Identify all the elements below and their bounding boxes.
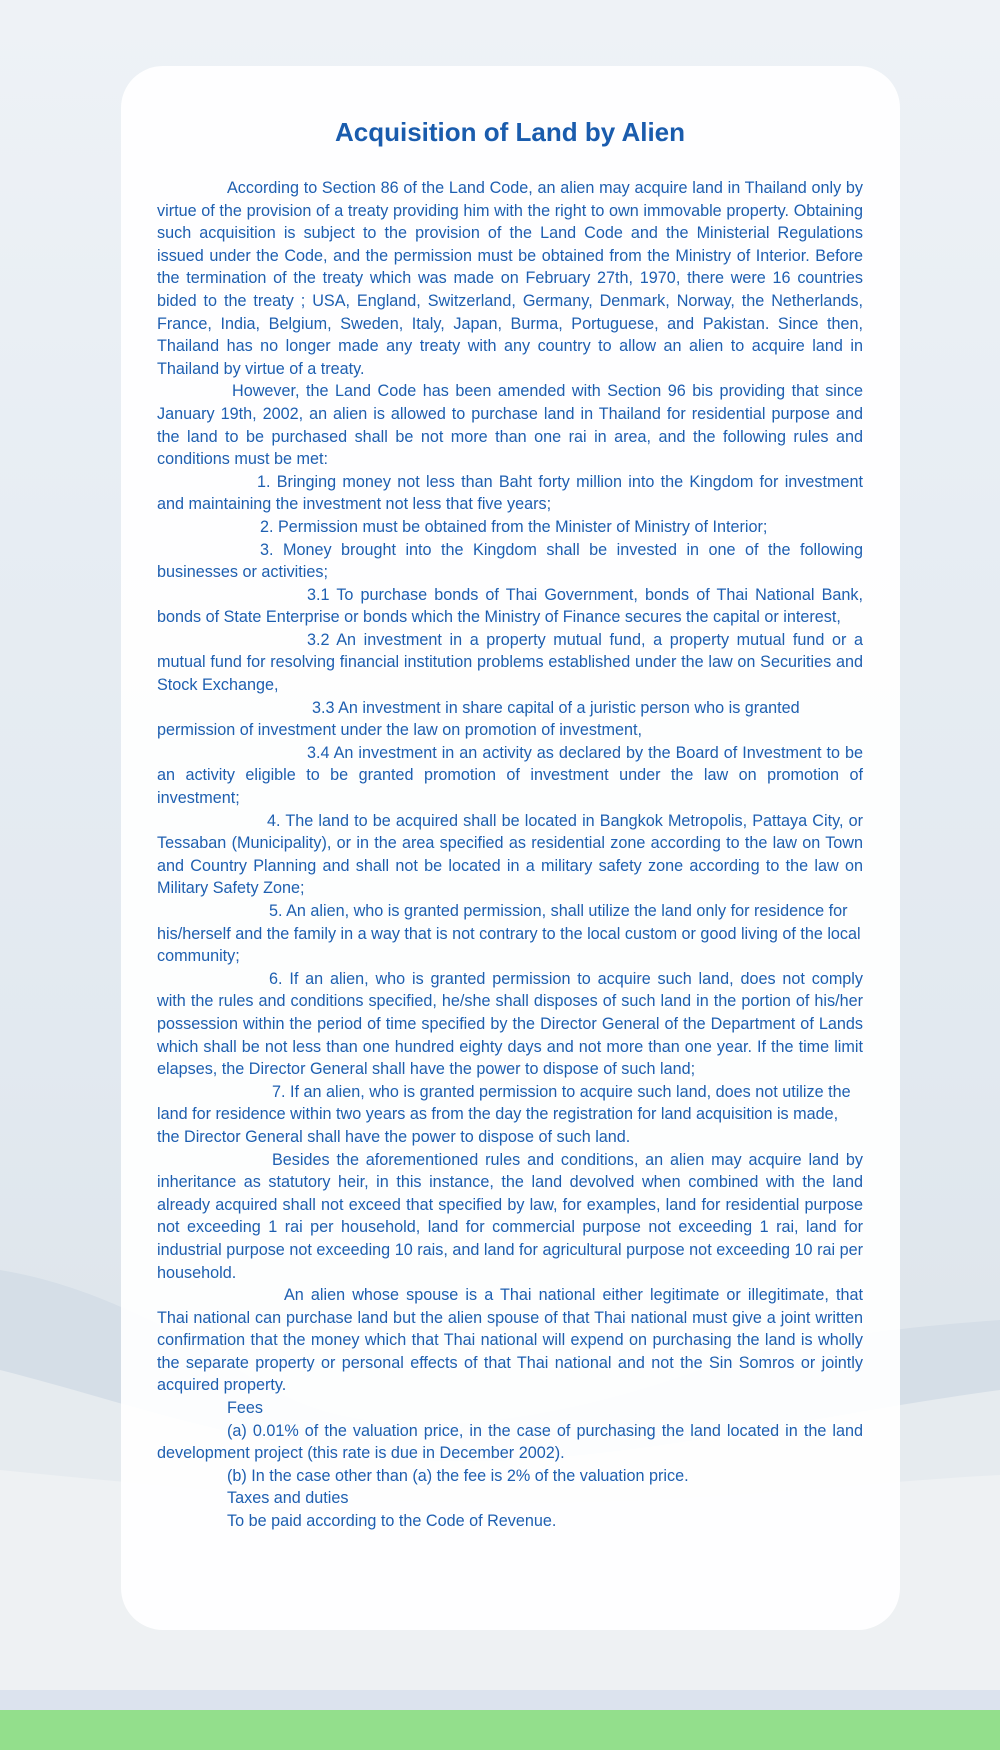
rule-3-3: 3.3 An investment in share capital of a juristic person who is granted permission of investment under the law on promotion of investment, <box>157 698 800 740</box>
rule-2: 2. Permission must be obtained from the Minister of Ministry of Interior; <box>260 517 768 536</box>
fee-b: (b) In the case other than (a) the fee is 2% of the valuation price. <box>227 1466 689 1485</box>
rule-3-1: 3.1 To purchase bonds of Thai Government, bonds of Thai National Bank, bonds of State Enterprise or bonds which the Ministry of Finance secures the capital or interest, <box>157 585 863 627</box>
rule-3-4: 3.4 An investment in an activity as declared by the Board of Investment to be an activity eligible to be granted promotion of investment under the law on promotion of investment; <box>157 743 863 808</box>
bottom-green-bar <box>0 1710 1000 1750</box>
fees-heading: Fees <box>227 1399 263 1418</box>
taxes-text: To be paid according to the Code of Revenue. <box>227 1512 557 1531</box>
rule-3: 3. Money brought into the Kingdom shall be invested in one of the following businesses or activities; <box>157 540 863 582</box>
rule-6: 6. If an alien, who is granted permission to acquire such land, does not comply with the rules and conditions specified, he/she shall disposes of such land in the portion of his/her possession within the period of time specified by the Director General of the Department of Lands which shall be not less than one hundred eighty days and not more than one year. If the time limit elapses, the Director General shall have the power to dispose of such land; <box>157 969 863 1079</box>
page-title: Acquisition of Land by Alien <box>334 117 686 147</box>
rule-5: 5. An alien, who is granted permission, shall utilize the land only for residence for his/herself and the family in a way that is not contrary to the local custom or good living of the local community; <box>157 902 861 966</box>
paragraph-spouse: An alien whose spouse is a Thai national either legitimate or illegitimate, that Thai national can purchase land but the alien spouse of that Thai national must give a joint written confirmation that the money which that Thai national will expend on purchasing the land is wholly the separate property or personal effects of that Thai national and not the Sin Somros or jointly acquired property. <box>157 1286 863 1395</box>
taxes-heading: Taxes and duties <box>227 1489 349 1508</box>
paragraph-amendment: However, the Land Code has been amended with Section 96 bis providing that since January 19th, 2002, an alien is allowed to purchase land in Thailand for residential purpose and the land to be purchased shall be not more than one rai in area, and the following rules and conditions must be met: <box>157 382 863 469</box>
rule-4: 4. The land to be acquired shall be located in Bangkok Metropolis, Pattaya City, or Tessaban (Municipality), or in the area specified as residential zone according to the law on Town and Country Planning and shall not be located in a military safety zone according to the law on Military Safety Zone; <box>157 811 863 898</box>
paragraph-intro: According to Section 86 of the Land Code, an alien may acquire land in Thailand only by virtue of the provision of a treaty providing him with the right to own immovable property. Obtaining such acquisition is subject to the provision of the Land Code and the Ministerial Regulations issued under the Code, and the permission must be obtained from the Ministry of Interior. Before the termination of the treaty which was made on February 27th, 1970, there were 16 countries bided to the treaty ; USA, England, Switzerland, Germany, Denmark, Norway, the Netherlands, France, India, Belgium, Sweden, Italy, Japan, Burma, Portuguese, and Pakistan. Since then, Thailand has no longer made any treaty with any country to allow an alien to acquire land in Thailand by virtue of a treaty. <box>157 179 863 378</box>
rule-3-2: 3.2 An investment in a property mutual fund, a property mutual fund or a mutual fund for resolving financial institution problems established under the law on Securities and Stock Exchange, <box>157 630 863 695</box>
rule-1: 1. Bringing money not less than Baht forty million into the Kingdom for investment and maintaining the investment not less that five years; <box>157 472 863 514</box>
fee-a: (a) 0.01% of the valuation price, in the case of purchasing the land located in the land development project (this rate is due in December 2002). <box>157 1421 863 1463</box>
paragraph-inheritance: Besides the aforementioned rules and conditions, an alien may acquire land by inheritance as statutory heir, in this instance, the land devolved when combined with the land already acquired shall not exceed that specified by law, for examples, land for residential purpose not exceeding 1 rai per household, land for commercial purpose not exceeding 1 rai, land for industrial purpose not exceeding 10 rais, and land for agricultural purpose not exceeding 10 rai per household. <box>157 1150 863 1282</box>
document-body <box>157 114 863 1533</box>
bottom-band <box>0 1690 1000 1710</box>
rule-7: 7. If an alien, who is granted permission to acquire such land, does not utilize the land for residence within two years as from the day the registration for land acquisition is made, the Director General shall have the power to dispose of such land. <box>157 1082 851 1146</box>
